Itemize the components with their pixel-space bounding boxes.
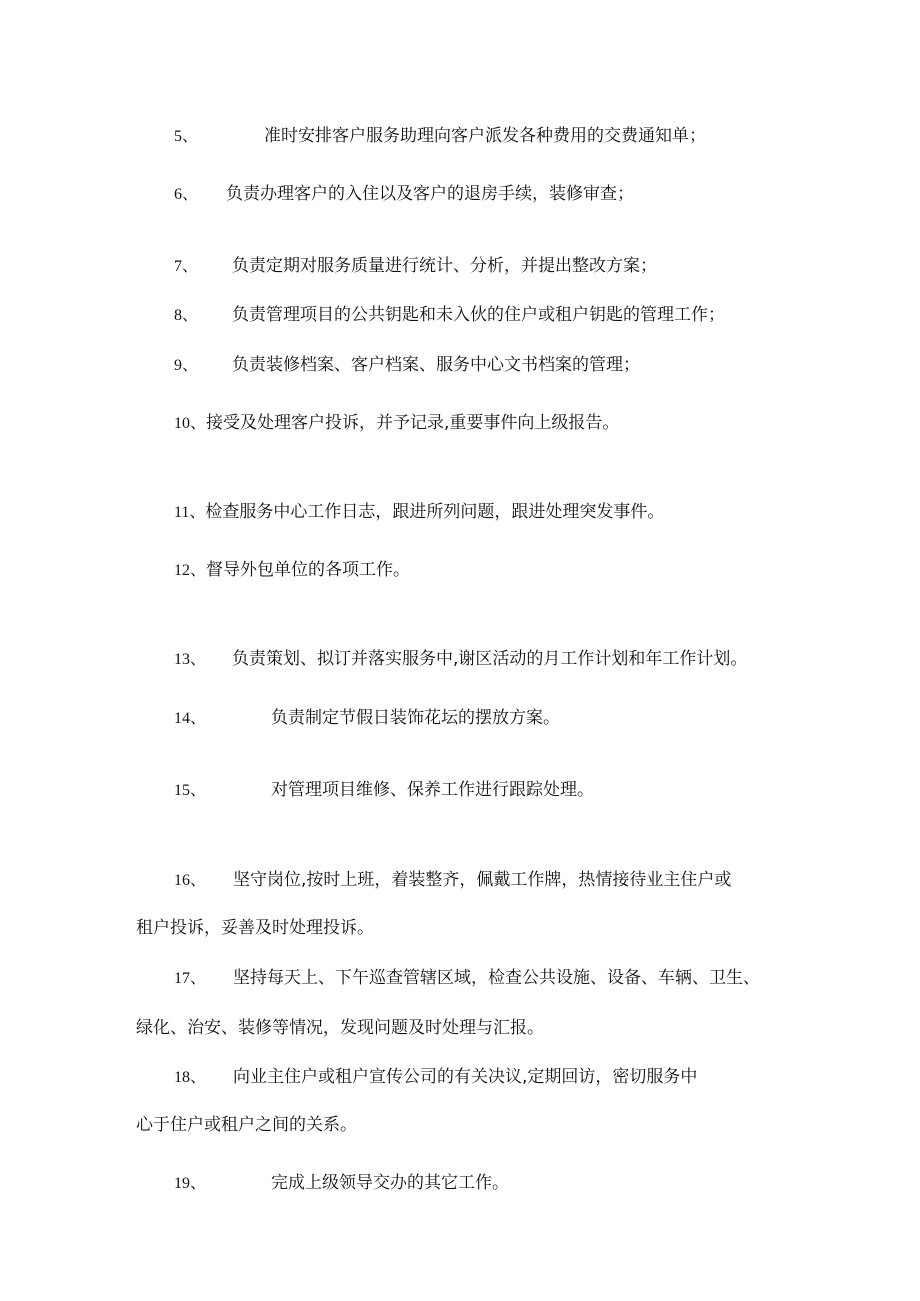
item-text: 绿化、治安、装修等情况，发现问题及时处理与汇报。 xyxy=(136,1018,544,1038)
list-item xyxy=(174,411,619,436)
item-number: 11、 xyxy=(174,504,206,521)
item-text: 心于住户或租户之间的关系。 xyxy=(136,1115,357,1135)
item-number: 10、 xyxy=(174,415,207,432)
list-item-continuation xyxy=(136,916,374,940)
list-item xyxy=(174,254,657,279)
item-text: 负责策划、拟订并落实服务中,谢区活动的月工作计划和年工作计划。 xyxy=(232,649,748,669)
item-text: 接受及处理客户投诉，并予记录,重要事件向上级报告。 xyxy=(206,413,620,433)
item-text: 检查服务中心工作日志，跟进所列问题，跟进处理突发事件。 xyxy=(205,502,665,522)
item-text: 负责办理客户的入住以及客户的退房手续，装修审查； xyxy=(226,184,634,204)
list-item-continuation xyxy=(136,1016,544,1040)
list-item xyxy=(174,353,640,378)
list-item xyxy=(174,1171,509,1196)
item-text: 坚守岗位,按时上班，着装整齐，佩戴工作牌，热情接待业主住户或 xyxy=(233,870,732,890)
item-number: 16、 xyxy=(174,872,207,889)
item-text: 负责制定节假日装饰花坛的摆放方案。 xyxy=(271,708,560,728)
item-number: 7、 xyxy=(174,258,199,275)
list-item xyxy=(174,303,725,328)
list-item xyxy=(174,182,634,207)
item-text: 租户投诉，妥善及时处理投诉。 xyxy=(136,918,374,938)
item-number: 14、 xyxy=(174,710,207,727)
item-text: 负责装修档案、客户档案、服务中心文书档案的管理； xyxy=(232,355,640,375)
list-item xyxy=(174,706,560,731)
item-number: 12、 xyxy=(174,562,207,579)
item-text: 完成上级领导交办的其它工作。 xyxy=(271,1173,509,1193)
item-number: 8、 xyxy=(174,307,199,324)
list-item xyxy=(174,966,760,991)
item-number: 13、 xyxy=(174,651,207,668)
item-text: 负责管理项目的公共钥匙和未入伙的住户或租户钥匙的管理工作； xyxy=(232,305,725,325)
list-item xyxy=(174,778,594,803)
item-text: 坚持每天上、下午巡查管辖区域，检查公共设施、设备、车辆、卫生、 xyxy=(233,968,760,988)
item-text: 对管理项目维修、保养工作进行跟踪处理。 xyxy=(271,780,594,800)
list-item xyxy=(174,558,410,583)
item-number: 17、 xyxy=(174,970,207,987)
list-item xyxy=(174,647,747,672)
item-number: 5、 xyxy=(174,128,199,145)
item-number: 19、 xyxy=(174,1175,207,1192)
item-text: 督导外包单位的各项工作。 xyxy=(206,560,411,580)
item-number: 9、 xyxy=(174,357,199,374)
item-text: 向业主住户或租户宣传公司的有关决议,定期回访，密切服务中 xyxy=(233,1067,698,1087)
item-text: 负责定期对服务质量进行统计、分析，并提出整改方案； xyxy=(232,256,657,276)
item-number: 15、 xyxy=(174,782,207,799)
item-number: 6、 xyxy=(174,186,199,203)
list-item xyxy=(174,1065,697,1090)
item-text: 准时安排客户服务助理向客户派发各种费用的交费通知单； xyxy=(264,126,706,146)
list-item xyxy=(174,124,706,149)
list-item xyxy=(174,868,731,893)
list-item-continuation xyxy=(136,1113,357,1137)
list-item xyxy=(174,500,664,525)
item-number: 18、 xyxy=(174,1069,207,1086)
